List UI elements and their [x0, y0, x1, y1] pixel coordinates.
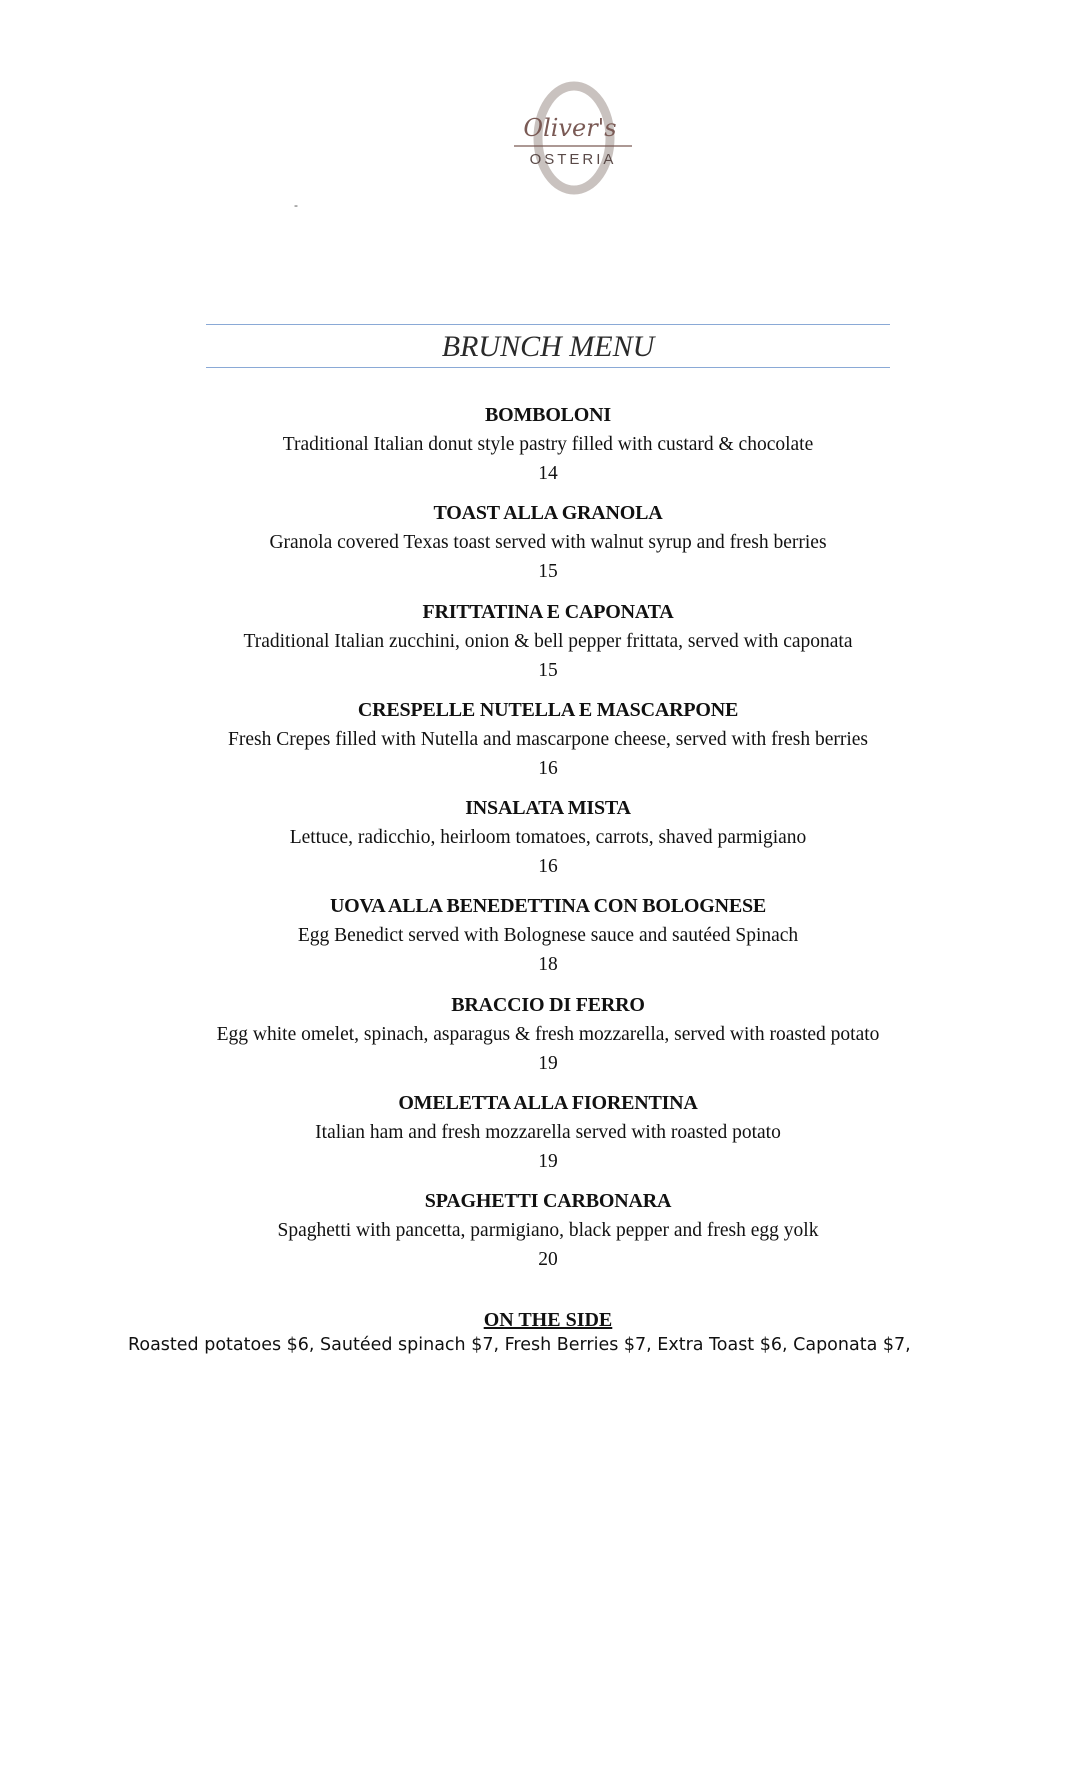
menu-item-price: 15 — [538, 561, 558, 583]
menu-item-price: 19 — [538, 1151, 558, 1173]
menu-item — [100, 1186, 996, 1284]
menu-item-price: 14 — [538, 463, 558, 484]
sides-heading: ON THE SIDE — [483, 1309, 613, 1331]
menu-item-description: Egg white omelet, spinach, asparagus & fresh mozzarella, served with roasted potato — [216, 1023, 880, 1045]
menu-item — [100, 990, 996, 1088]
menu-item-price: 18 — [538, 954, 558, 976]
menu-item-name: OMELETTA ALLA FIORENTINA — [398, 1092, 698, 1115]
menu-item-name: FRITTATINA E CAPONATA — [422, 600, 674, 623]
menu-item-name: TOAST ALLA GRANOLA — [433, 502, 663, 525]
menu-item-description: Traditional Italian donut style pastry filled with custard & chocolate — [282, 434, 814, 455]
title-block — [206, 324, 890, 368]
menu-item-price: 16 — [538, 757, 558, 779]
menu-item-description: Granola covered Texas toast served with walnut syrup and fresh berries — [269, 532, 827, 554]
menu-item — [100, 498, 996, 596]
menu-item-name: UOVA ALLA BENEDETTINA CON BOLOGNESE — [329, 895, 767, 918]
menu-item-description: Spaghetti with pancetta, parmigiano, black pepper and fresh egg yolk — [277, 1220, 819, 1242]
menu-item-price: 19 — [538, 1052, 558, 1074]
menu-item — [100, 793, 996, 891]
menu-item — [100, 891, 996, 989]
menu-item — [100, 695, 996, 793]
menu-item — [100, 597, 996, 695]
menu-item-name: SPAGHETTI CARBONARA — [424, 1190, 672, 1213]
menu-item-price: 20 — [538, 1249, 558, 1271]
page-title: BRUNCH MENU — [441, 330, 655, 363]
menu-item — [100, 400, 996, 498]
logo-script-text: Oliver's — [523, 114, 617, 142]
menu-item — [100, 1088, 996, 1186]
menu-item-name: INSALATA MISTA — [465, 797, 631, 820]
menu-item-name: CRESPELLE NUTELLA E MASCARPONE — [357, 698, 739, 721]
menu-item-description: Lettuce, radicchio, heirloom tomatoes, carrots, shaved parmigiano — [289, 827, 807, 849]
logo-sub-text: OSTERIA — [529, 151, 617, 168]
stray-mark: - — [294, 198, 298, 212]
menu-item-description: Traditional Italian zucchini, onion & bell pepper frittata, served with caponata — [243, 630, 853, 652]
menu-item-name: BOMBOLONI — [485, 404, 611, 426]
osteria-logo — [508, 80, 638, 196]
menu-item-name: BRACCIO DI FERRO — [451, 993, 645, 1016]
sides-list: Roasted potatoes $6, Sautéed spinach $7, Fresh Berries $7, Extra Toast $6, Caponata $7, — [128, 1335, 911, 1355]
menu-list — [100, 400, 996, 1285]
menu-item-price: 16 — [538, 856, 558, 878]
logo-graphic — [508, 80, 638, 196]
menu-item-description: Egg Benedict served with Bolognese sauce and sautéed Spinach — [297, 925, 799, 947]
menu-item-price: 15 — [538, 659, 558, 681]
menu-item-description: Italian ham and fresh mozzarella served with roasted potato — [315, 1122, 781, 1144]
menu-item-description: Fresh Crepes filled with Nutella and mascarpone cheese, served with fresh berries — [227, 728, 869, 750]
